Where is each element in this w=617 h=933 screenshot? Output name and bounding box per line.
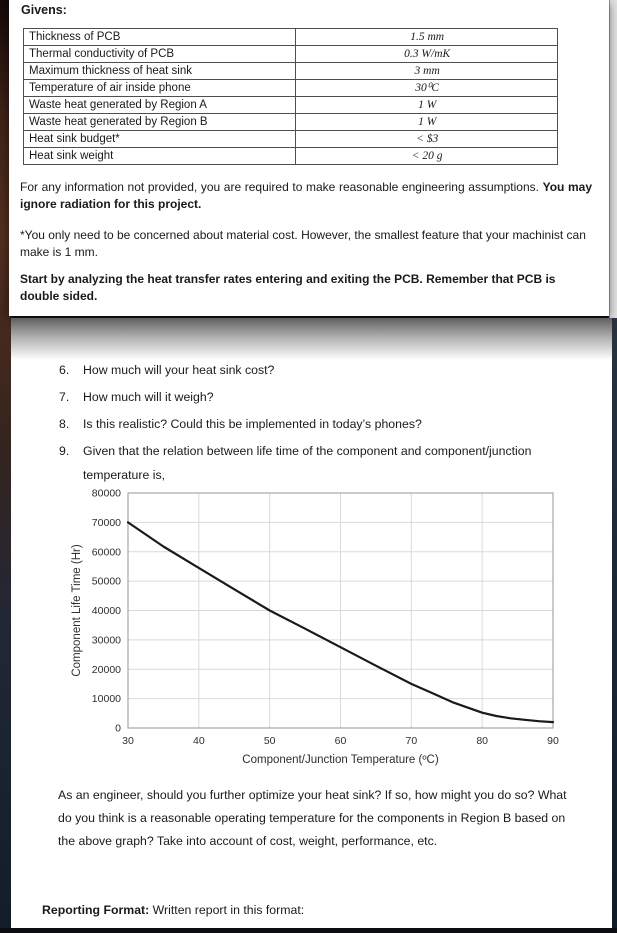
- y-tick-label: 60000: [91, 546, 121, 559]
- y-tick-label: 80000: [91, 487, 121, 500]
- reporting-format-label: Reporting Format:: [42, 903, 150, 917]
- given-value: < 20 g: [296, 148, 558, 165]
- table-row: [24, 63, 558, 80]
- desktop-wallpaper-right: [612, 318, 617, 933]
- table-row: [24, 131, 558, 148]
- question-number: 9.: [59, 444, 70, 458]
- assumptions-text: For any information not provided, you are required to make reasonable engineering assumptions.: [20, 180, 539, 194]
- given-value: 30⁰C: [296, 80, 558, 97]
- y-tick-label: 70000: [91, 516, 121, 529]
- x-axis-title: Component/Junction Temperature (ºC): [242, 754, 439, 766]
- closing-paragraph: As an engineer, should you further optimize your heat sink? If so, how might you do so? What do you think is a reasonable operating temperature for the components in Region B based on the above graph? Take into account of cost, weight, performance, etc.: [58, 788, 567, 848]
- x-tick-label: 30: [122, 735, 134, 747]
- x-tick-label: 50: [263, 735, 276, 747]
- question-text: Is this realistic? Could this be implemented in today’s phones?: [83, 417, 422, 431]
- given-label: Maximum thickness of heat sink: [24, 63, 296, 80]
- x-tick-label: 40: [192, 735, 205, 747]
- givens-heading: Givens:: [21, 3, 67, 17]
- page-shadow-overlay: [11, 318, 612, 360]
- given-value: 3 mm: [296, 63, 558, 80]
- list-item: [59, 412, 595, 436]
- viewer-background-strip: [609, 0, 617, 318]
- given-value: 1 W: [296, 97, 558, 114]
- question-list: [59, 358, 595, 490]
- question-text: Given that the relation between life time of the component and component/junction temperature is,: [83, 444, 532, 482]
- givens-table: [23, 28, 558, 165]
- y-axis-title: Component Life Time (Hr): [71, 544, 83, 677]
- chart-canvas: [66, 483, 586, 775]
- given-value: < $3: [296, 131, 558, 148]
- table-row: [24, 46, 558, 63]
- given-value: 1 W: [296, 114, 558, 131]
- y-tick-label: 50000: [91, 575, 121, 588]
- x-tick-label: 80: [476, 735, 489, 747]
- given-label: Waste heat generated by Region B: [24, 114, 296, 131]
- desktop-wallpaper-left-lower: [0, 316, 11, 933]
- y-tick-label: 40000: [91, 605, 121, 617]
- list-item: [59, 439, 595, 487]
- table-row: [24, 80, 558, 97]
- y-tick-label: 10000: [91, 693, 121, 706]
- table-row: [24, 148, 558, 165]
- given-label: Waste heat generated by Region A: [24, 97, 296, 114]
- footnote-paragraph: *You only need to be concerned about material cost. However, the smallest feature that your machinist can make is 1 mm.: [20, 228, 586, 259]
- reporting-format-text: Written report in this format:: [149, 903, 305, 917]
- question-text: How much will your heat sink cost?: [83, 363, 275, 377]
- question-number: 6.: [59, 363, 70, 377]
- start-instruction-paragraph: Start by analyzing the heat transfer rates entering and exiting the PCB. Remember that PCB is double sided.: [20, 272, 556, 303]
- table-row: [24, 97, 558, 114]
- desktop-wallpaper-bottom: [0, 928, 617, 933]
- given-value: 0.3 W/mK: [296, 46, 558, 63]
- x-tick-label: 60: [334, 735, 347, 747]
- lifetime-vs-temperature-chart: [66, 483, 586, 775]
- y-tick-label: 30000: [91, 634, 121, 647]
- question-text: How much will it weigh?: [83, 390, 214, 404]
- table-row: [24, 114, 558, 131]
- given-label: Heat sink weight: [24, 148, 296, 165]
- x-tick-label: 90: [547, 735, 559, 747]
- reporting-format-line: [42, 903, 304, 917]
- document-page-1: [9, 0, 609, 316]
- x-tick-label: 70: [405, 735, 418, 747]
- given-label: Temperature of air inside phone: [24, 80, 296, 97]
- given-value: 1.5 mm: [296, 29, 558, 46]
- table-row: [24, 29, 558, 46]
- ignore-radiation-note: You may ignore radiation for this project.: [20, 180, 592, 211]
- document-page-2: [11, 318, 612, 928]
- given-label: Thickness of PCB: [24, 29, 296, 46]
- given-label: Thermal conductivity of PCB: [24, 46, 296, 63]
- list-item: [59, 385, 595, 409]
- question-number: 7.: [59, 390, 70, 404]
- given-label: Heat sink budget*: [24, 131, 296, 148]
- list-item: [59, 358, 595, 382]
- y-tick-label: 0: [115, 722, 121, 735]
- question-number: 8.: [59, 417, 70, 431]
- assumptions-paragraph: [20, 179, 592, 213]
- y-tick-label: 20000: [91, 663, 121, 676]
- desktop-wallpaper-left: [0, 0, 9, 316]
